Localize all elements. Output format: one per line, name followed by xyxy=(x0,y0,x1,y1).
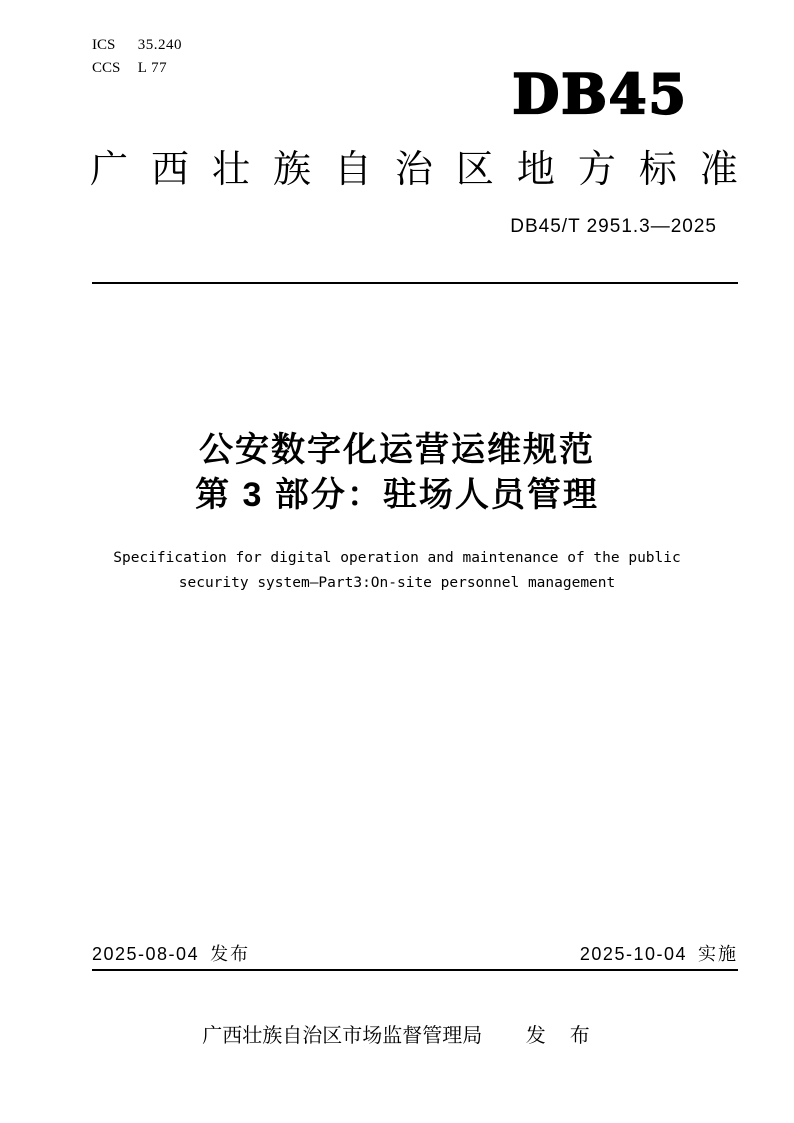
publisher-name: 广西壮族自治区市场监督管理局 xyxy=(202,1025,483,1047)
standard-type-heading: 广 西 壮 族 自 治 区 地 方 标 准 xyxy=(90,149,738,191)
dates-row xyxy=(92,942,738,966)
ics-label: ICS xyxy=(92,37,116,53)
implement-label: 实施 xyxy=(698,944,738,964)
title-chinese-line1: 公安数字化运营运维规范 xyxy=(199,431,595,469)
issue-date: 2025-08-04 xyxy=(92,944,200,964)
issue-label: 发布 xyxy=(210,944,251,964)
standard-number: DB45/T 2951.3—2025 xyxy=(510,216,717,237)
title-english-line2: security system—Part3:On-site personnel management xyxy=(178,575,616,591)
ics-value: 35.240 xyxy=(137,37,182,53)
header-rule xyxy=(92,282,738,284)
title-english-line1: Specification for digital operation and maintenance of the public xyxy=(113,550,681,566)
issue-date-group xyxy=(92,942,250,966)
title-chinese xyxy=(0,428,794,518)
ics-row xyxy=(92,34,182,57)
implement-date-group xyxy=(580,942,738,966)
footer-rule xyxy=(92,969,738,971)
publisher-line xyxy=(0,1022,794,1050)
ccs-label: CCS xyxy=(92,60,121,76)
db45-logo: DB45 xyxy=(512,62,688,126)
title-english xyxy=(0,546,794,596)
publish-action-label: 发 布 xyxy=(525,1025,592,1047)
title-chinese-line2: 第 3 部分：驻场人员管理 xyxy=(195,476,599,514)
implement-date: 2025-10-04 xyxy=(579,944,687,964)
ccs-row xyxy=(92,57,182,80)
ccs-value: L 77 xyxy=(137,60,168,76)
classification-block xyxy=(92,34,182,80)
